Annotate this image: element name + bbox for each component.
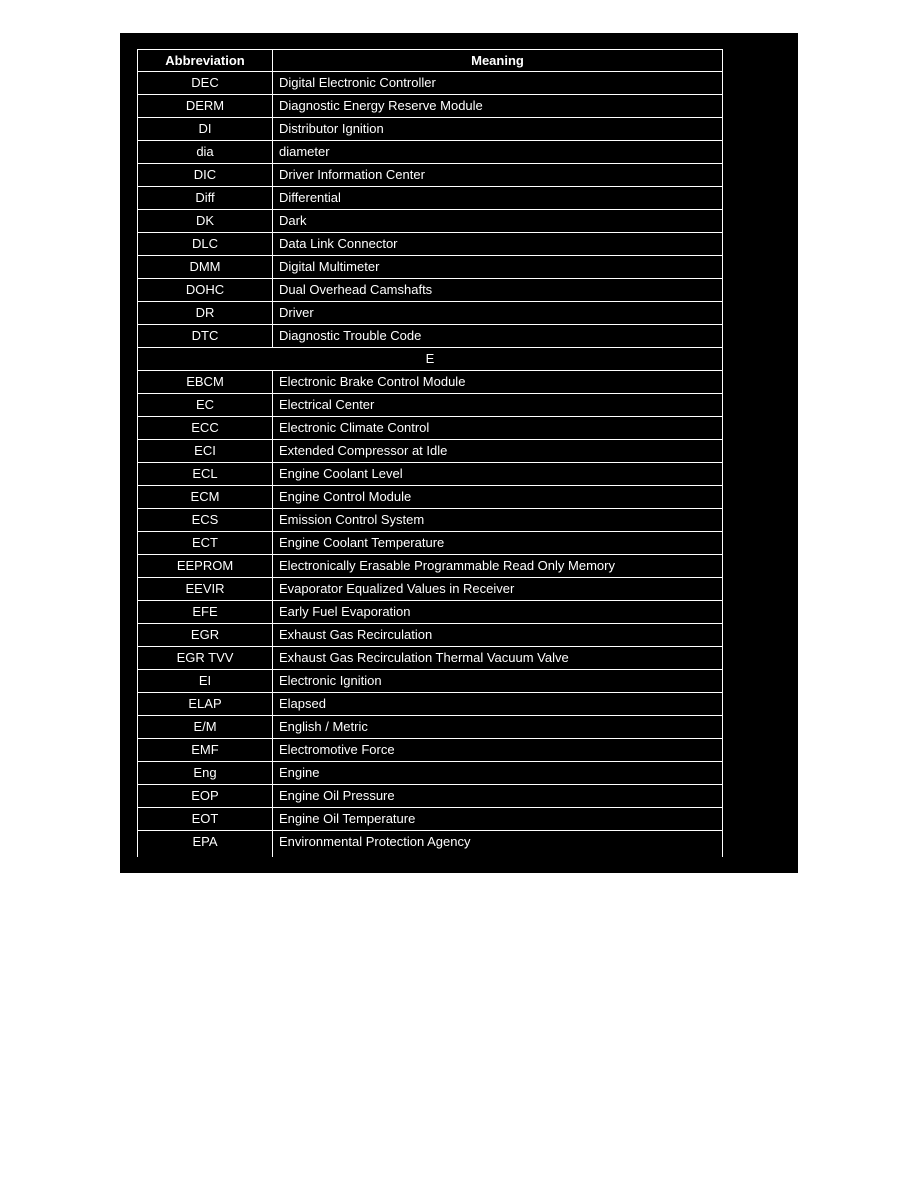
table-row xyxy=(138,486,723,509)
abbreviation-cell: EFE xyxy=(138,601,273,624)
meaning-cell: Driver xyxy=(273,302,723,325)
meaning-cell: Engine xyxy=(273,762,723,785)
table-row xyxy=(138,762,723,785)
meaning-cell: Distributor Ignition xyxy=(273,118,723,141)
table-row xyxy=(138,72,723,95)
abbreviation-cell: DEC xyxy=(138,72,273,95)
abbreviation-cell: EGR TVV xyxy=(138,647,273,670)
meaning-cell: Exhaust Gas Recirculation xyxy=(273,624,723,647)
meaning-cell: Exhaust Gas Recirculation Thermal Vacuum Valve xyxy=(273,647,723,670)
meaning-cell: English / Metric xyxy=(273,716,723,739)
abbreviation-cell: EEPROM xyxy=(138,555,273,578)
meaning-cell: Digital Multimeter xyxy=(273,256,723,279)
abbreviation-cell: DMM xyxy=(138,256,273,279)
table-row xyxy=(138,509,723,532)
table-row xyxy=(138,808,723,831)
meaning-cell: Diagnostic Trouble Code xyxy=(273,325,723,348)
abbreviation-cell: EC xyxy=(138,394,273,417)
meaning-cell: Electromotive Force xyxy=(273,739,723,762)
table-row xyxy=(138,210,723,233)
table-row xyxy=(138,624,723,647)
table-row xyxy=(138,256,723,279)
abbreviation-cell: ECM xyxy=(138,486,273,509)
abbreviation-cell: DIC xyxy=(138,164,273,187)
table-row xyxy=(138,831,723,858)
abbreviation-cell: EOT xyxy=(138,808,273,831)
abbreviation-cell: EOP xyxy=(138,785,273,808)
table-row xyxy=(138,141,723,164)
table-row xyxy=(138,440,723,463)
abbreviation-cell: DLC xyxy=(138,233,273,256)
table-row xyxy=(138,785,723,808)
table-row xyxy=(138,716,723,739)
abbreviation-cell: DI xyxy=(138,118,273,141)
abbreviation-cell: ECS xyxy=(138,509,273,532)
table-row xyxy=(138,647,723,670)
abbreviation-cell: EGR xyxy=(138,624,273,647)
table-row xyxy=(138,739,723,762)
scanned-page-region xyxy=(120,33,798,873)
abbreviation-cell: DTC xyxy=(138,325,273,348)
table-row xyxy=(138,601,723,624)
table-row xyxy=(138,532,723,555)
abbreviation-cell: EPA xyxy=(138,831,273,858)
meaning-cell: diameter xyxy=(273,141,723,164)
table-row xyxy=(138,417,723,440)
table-row xyxy=(138,325,723,348)
table-row xyxy=(138,371,723,394)
abbreviation-cell: EI xyxy=(138,670,273,693)
table-row xyxy=(138,394,723,417)
meaning-cell: Extended Compressor at Idle xyxy=(273,440,723,463)
meaning-cell: Electronically Erasable Programmable Read Only Memory xyxy=(273,555,723,578)
meaning-cell: Electronic Climate Control xyxy=(273,417,723,440)
meaning-cell: Dark xyxy=(273,210,723,233)
table-row xyxy=(138,164,723,187)
meaning-cell: Electronic Brake Control Module xyxy=(273,371,723,394)
meaning-column-header: Meaning xyxy=(273,50,723,72)
table-body xyxy=(138,72,723,858)
meaning-cell: Elapsed xyxy=(273,693,723,716)
meaning-cell: Dual Overhead Camshafts xyxy=(273,279,723,302)
meaning-cell: Environmental Protection Agency xyxy=(273,831,723,858)
abbreviation-cell: E/M xyxy=(138,716,273,739)
meaning-cell: Engine Oil Temperature xyxy=(273,808,723,831)
table-row xyxy=(138,693,723,716)
meaning-cell: Electronic Ignition xyxy=(273,670,723,693)
table-row xyxy=(138,302,723,325)
abbreviation-cell: ECT xyxy=(138,532,273,555)
section-header-row xyxy=(138,348,723,371)
meaning-cell: Early Fuel Evaporation xyxy=(273,601,723,624)
meaning-cell: Engine Control Module xyxy=(273,486,723,509)
abbreviation-table xyxy=(137,49,723,857)
meaning-cell: Digital Electronic Controller xyxy=(273,72,723,95)
abbreviation-cell: Diff xyxy=(138,187,273,210)
table-row xyxy=(138,118,723,141)
meaning-cell: Electrical Center xyxy=(273,394,723,417)
table-row xyxy=(138,95,723,118)
meaning-cell: Emission Control System xyxy=(273,509,723,532)
abbreviation-cell: ECI xyxy=(138,440,273,463)
abbreviation-cell: ECC xyxy=(138,417,273,440)
meaning-cell: Engine Oil Pressure xyxy=(273,785,723,808)
table-row xyxy=(138,187,723,210)
meaning-cell: Differential xyxy=(273,187,723,210)
abbreviation-cell: ECL xyxy=(138,463,273,486)
table-row xyxy=(138,670,723,693)
meaning-cell: Engine Coolant Level xyxy=(273,463,723,486)
table-row xyxy=(138,463,723,486)
abbreviation-cell: ELAP xyxy=(138,693,273,716)
abbreviation-cell: EMF xyxy=(138,739,273,762)
meaning-cell: Engine Coolant Temperature xyxy=(273,532,723,555)
abbreviation-column-header: Abbreviation xyxy=(138,50,273,72)
abbreviation-cell: EEVIR xyxy=(138,578,273,601)
table-row xyxy=(138,555,723,578)
abbreviation-cell: DERM xyxy=(138,95,273,118)
table-row xyxy=(138,233,723,256)
abbreviation-cell: EBCM xyxy=(138,371,273,394)
abbreviation-cell: DK xyxy=(138,210,273,233)
abbreviation-cell: Eng xyxy=(138,762,273,785)
meaning-cell: Driver Information Center xyxy=(273,164,723,187)
abbreviation-cell: dia xyxy=(138,141,273,164)
meaning-cell: Data Link Connector xyxy=(273,233,723,256)
abbreviation-cell: DR xyxy=(138,302,273,325)
abbreviation-cell: DOHC xyxy=(138,279,273,302)
table-row xyxy=(138,279,723,302)
meaning-cell: Diagnostic Energy Reserve Module xyxy=(273,95,723,118)
table-header-row xyxy=(138,50,723,72)
table-row xyxy=(138,578,723,601)
section-letter: E xyxy=(138,348,723,371)
meaning-cell: Evaporator Equalized Values in Receiver xyxy=(273,578,723,601)
